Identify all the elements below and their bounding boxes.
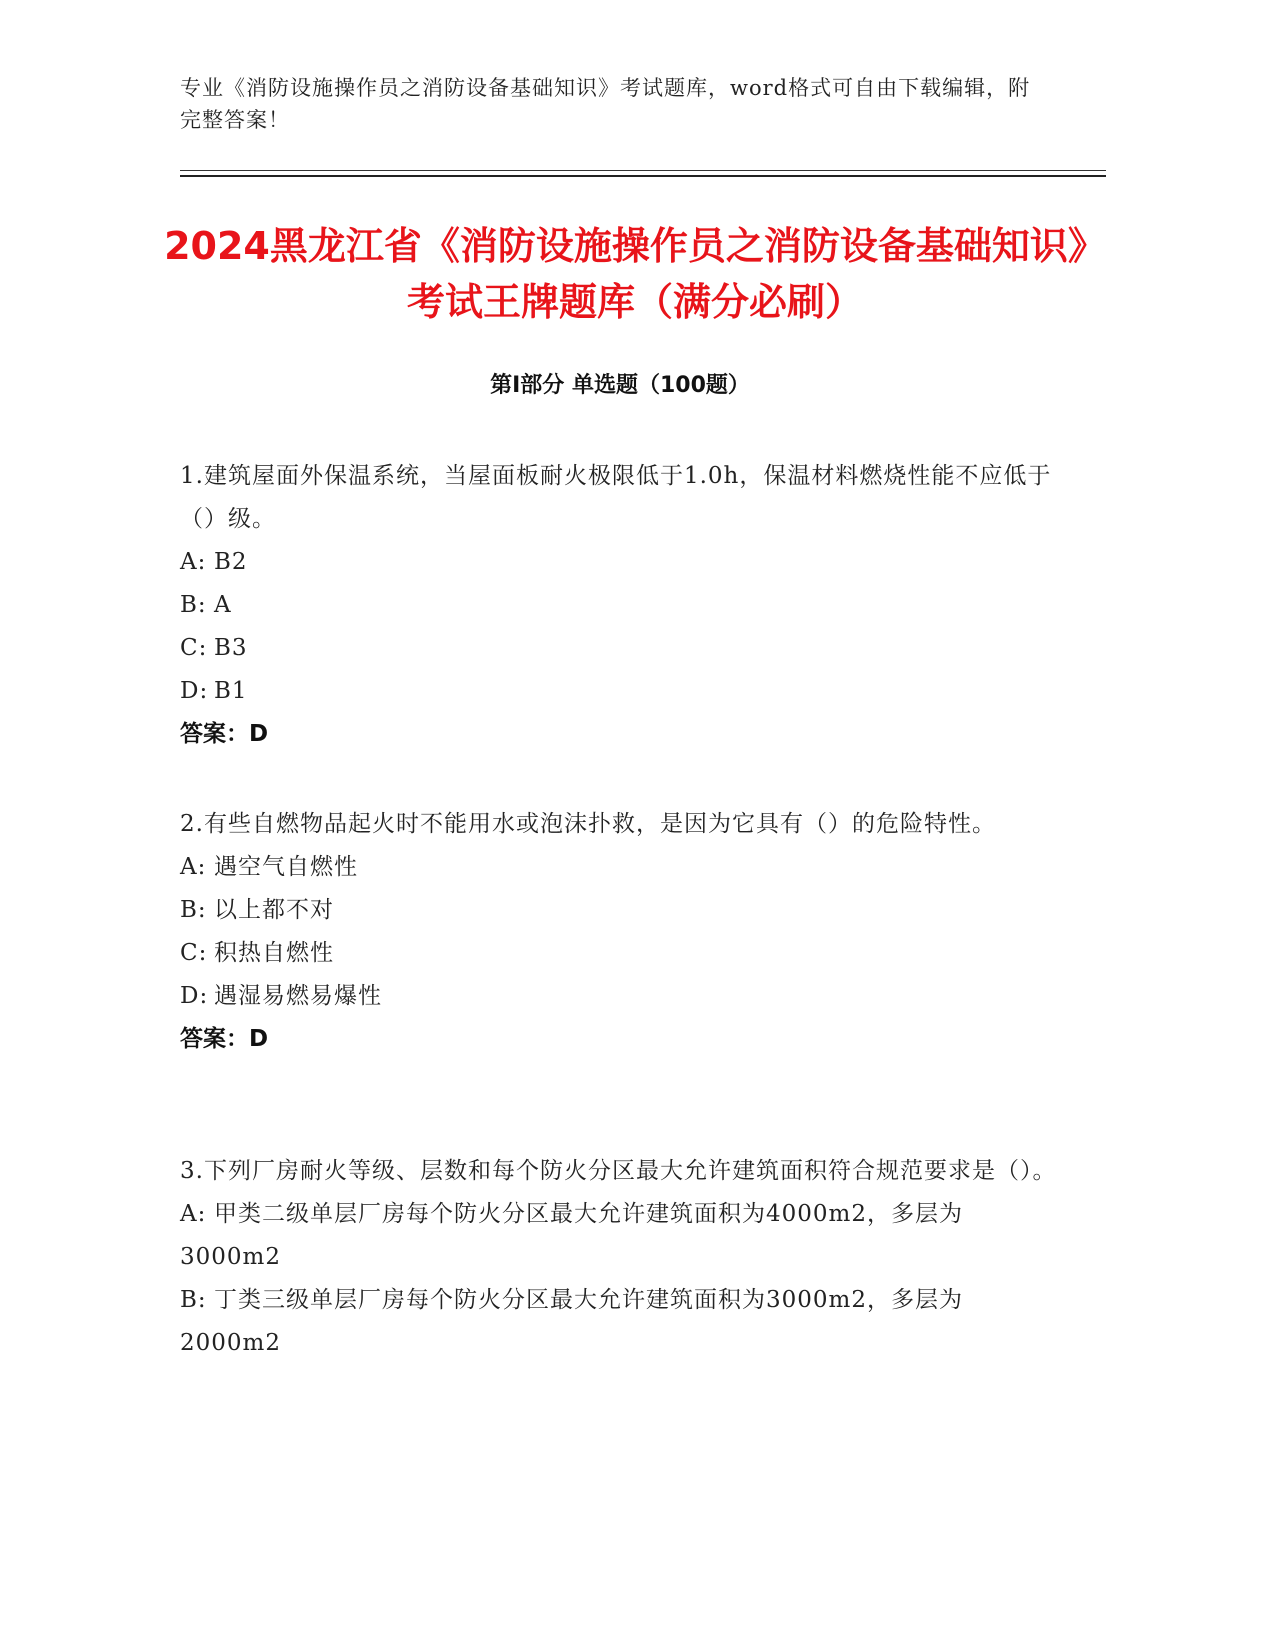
option-key: D: [180,678,209,704]
option-text: B1 [214,678,248,704]
option-key: C: [180,940,208,966]
header-divider-thin [180,170,1106,171]
option-key: A: [180,1201,207,1227]
question-stem: 3.下列厂房耐火等级、层数和每个防火分区最大允许建筑面积符合规范要求是（）。 [180,1158,1057,1184]
header-note: 专业《消防设施操作员之消防设备基础知识》考试题库，word格式可自由下载编辑，附完整答案！ [180,76,1031,132]
header-divider-thick [180,175,1106,177]
option-key: A: [180,549,207,575]
option-a [180,846,1060,889]
option-text: B3 [214,635,248,661]
question-3 [180,1150,1060,1365]
question-stem: 1.建筑屋面外保温系统，当屋面板耐火极限低于1.0h，保温材料燃烧性能不应低于（）级。 [180,463,1052,532]
option-a [180,541,1060,584]
option-a [180,1193,1060,1279]
option-key: B: [180,1287,207,1313]
option-key: B: [180,897,207,923]
option-b [180,1279,1060,1365]
option-key: A: [180,854,207,880]
option-b [180,889,1060,932]
option-text: A [214,592,232,618]
option-d [180,670,1060,713]
answer-label: 答案：D [180,1026,269,1052]
document-title: 2024黑龙江省《消防设施操作员之消防设备基础知识》考试王牌题库（满分必刷） [164,224,1106,324]
option-c [180,932,1060,975]
option-text: 遇空气自燃性 [214,854,358,880]
option-d [180,975,1060,1018]
option-b [180,584,1060,627]
option-key: B: [180,592,207,618]
option-text: 积热自燃性 [214,940,334,966]
option-key: C: [180,635,208,661]
question-2 [180,803,1060,1061]
question-1 [180,455,1060,756]
option-text: 丁类三级单层厂房每个防火分区最大允许建筑面积为3000m2，多层为2000m2 [180,1287,963,1356]
option-text: 甲类二级单层厂房每个防火分区最大允许建筑面积为4000m2，多层为3000m2 [180,1201,963,1270]
answer-label: 答案：D [180,721,269,747]
option-text: 以上都不对 [214,897,334,923]
section-heading: 第Ⅰ部分 单选题（100题） [490,373,750,398]
option-c [180,627,1060,670]
option-text: 遇湿易燃易爆性 [214,983,382,1009]
question-stem: 2.有些自燃物品起火时不能用水或泡沫扑救，是因为它具有（）的危险特性。 [180,811,996,837]
option-text: B2 [214,549,248,575]
option-key: D: [180,983,209,1009]
